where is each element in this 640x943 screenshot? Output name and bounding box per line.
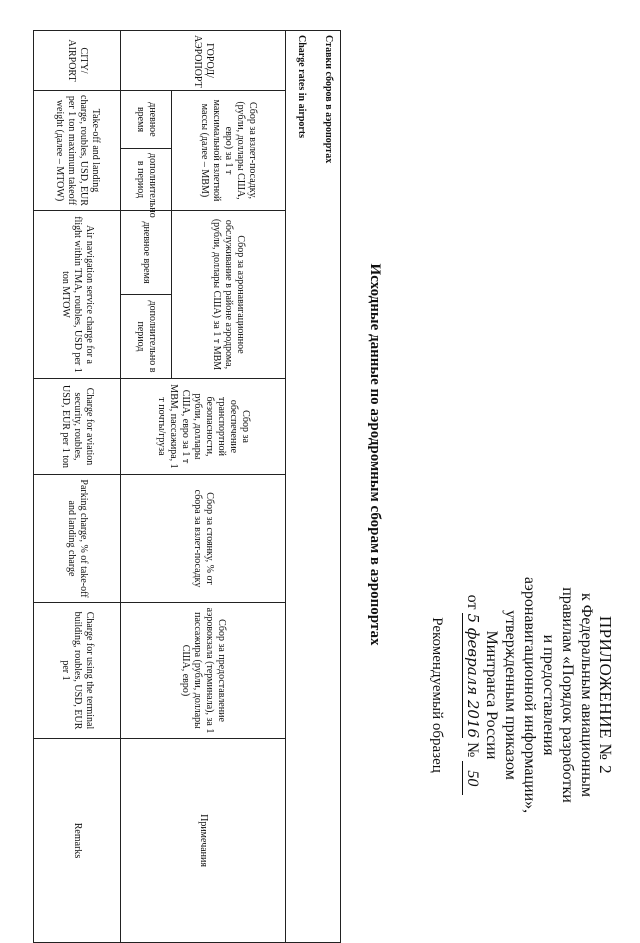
table-caption-en: Charge rates in airports	[286, 31, 317, 943]
header-air-nav-extra-ru: дополнительно в период	[120, 295, 171, 379]
header-remarks-en: Remarks	[34, 739, 121, 943]
appendix-line-6: Минтранса России	[483, 630, 500, 760]
header-takeoff-extra-ru: дополнительно в период	[120, 149, 171, 211]
handwritten-number: 50	[462, 761, 482, 795]
appendix-date-line	[462, 530, 482, 860]
appendix-line-2: правилам «Порядок разработки	[559, 587, 576, 803]
caption-row-ru	[316, 31, 341, 943]
appendix-line-5: утвержденным приказом	[502, 610, 519, 780]
number-label: №	[464, 742, 481, 758]
appendix-line-4: аэронавигационной информации»,	[521, 576, 538, 814]
charge-rates-table	[33, 30, 341, 943]
header-city-ru: ГОРОД/ АЭРОПОРТ	[120, 31, 285, 91]
header-city-en: CITY/ AIRPORT	[34, 31, 121, 91]
header-parking-en: Parking charge, % of take-off and landing charge	[34, 475, 121, 603]
header-terminal-en: Charge for using the terminal building, roubles, USD, EUR per 1	[34, 603, 121, 739]
header-air-nav-day-ru: дневное время	[120, 211, 171, 295]
header-terminal-ru: Сбор за предоставление аэровокзала (терминала), за 1 пассажира (рубли, доллары США, евро)	[120, 603, 285, 739]
caption-row-en	[286, 31, 317, 943]
header-takeoff-day-ru: дневное время	[120, 91, 171, 149]
handwritten-date: 5 февраля 2016	[464, 613, 482, 739]
date-prefix: от	[464, 594, 481, 610]
header-security-ru: Сбор за обеспечение транспортной безопасности, рубли, доллары США, евро за 1 т МВМ, пассажира, 1 т почты/груза	[120, 379, 285, 475]
appendix-title: ПРИЛОЖЕНИЕ № 2	[596, 615, 615, 775]
header-row-ru	[171, 31, 285, 943]
appendix-header	[427, 530, 615, 860]
header-row-en	[34, 31, 121, 943]
appendix-line-3: и предоставления	[540, 634, 557, 756]
header-remarks-ru: Примечания	[120, 739, 285, 943]
header-parking-ru: Сбор за стоянку, % от сбора за взлет-посадку	[120, 475, 285, 603]
appendix-line-1: к Федеральным авиационным	[578, 593, 595, 797]
recommended-sample-label: Рекомендуемый образец	[429, 617, 445, 773]
document-title: Исходные данные по аэродромным сборам в аэропортах	[367, 263, 383, 646]
header-security-en: Charge for aviation security, roubles, USD, EUR per 1 ton	[34, 379, 121, 475]
header-air-nav-ru: Сбор за аэронавигационное обслуживание в районе аэродрома, (рубли, доллары США) за 1 т МВМ	[171, 211, 285, 379]
header-takeoff-landing-en: Take-off and landing charge, roubles, USD, EUR per 1 ton maximum takeoff weight (далее – MTOW)	[34, 91, 121, 211]
header-air-nav-en: Air navigation service charge for a flight within TMA, roubles, USD per 1 ton MTOW	[34, 211, 121, 379]
header-takeoff-landing-ru: Сбор за взлет-посадку, (рубли, доллары США, евро) за 1 т максимальной взлетной массы (далее – МВМ)	[171, 91, 285, 211]
table-caption-ru: Ставки сборов в аэропортах	[316, 31, 341, 943]
